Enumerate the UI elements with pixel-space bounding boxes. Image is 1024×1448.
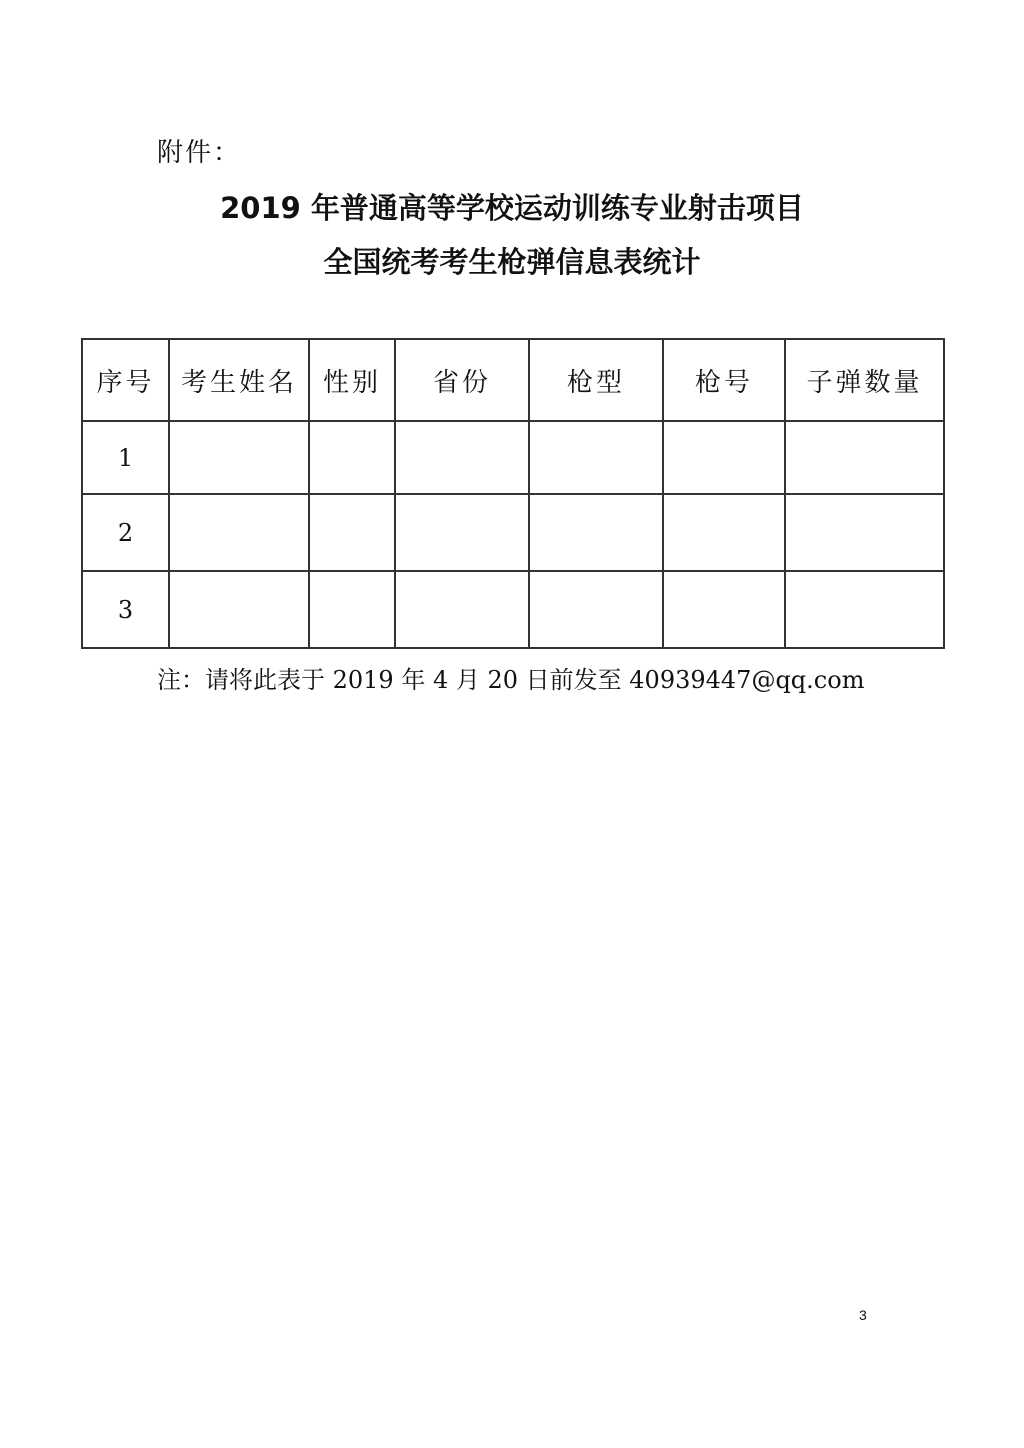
header-gun-number: 枪号 [663, 339, 785, 421]
cell-bullet-count [785, 571, 944, 648]
cell-bullet-count [785, 421, 944, 494]
header-bullet-count: 子弹数量 [785, 339, 944, 421]
header-province: 省份 [395, 339, 529, 421]
row-index: 2 [82, 494, 169, 571]
table-row [82, 571, 944, 648]
table-header-row [82, 339, 944, 421]
page-title-line-2: 全国统考考生枪弹信息表统计 [323, 245, 701, 279]
cell-gender [309, 571, 395, 648]
cell-gun-type [529, 571, 663, 648]
header-gun-type: 枪型 [529, 339, 663, 421]
cell-name [169, 494, 309, 571]
cell-name [169, 421, 309, 494]
header-index: 序号 [82, 339, 169, 421]
table-row [82, 494, 944, 571]
submission-note: 注：请将此表于 2019 年 4 月 20 日前发至 40939447@qq.com [157, 666, 865, 694]
header-gender: 性别 [309, 339, 395, 421]
cell-province [395, 494, 529, 571]
cell-bullet-count [785, 494, 944, 571]
cell-gun-number [663, 571, 785, 648]
cell-gender [309, 494, 395, 571]
cell-gun-number [663, 494, 785, 571]
page-number: 3 [859, 1307, 867, 1323]
cell-name [169, 571, 309, 648]
cell-gun-type [529, 494, 663, 571]
cell-province [395, 421, 529, 494]
row-index: 1 [82, 421, 169, 494]
cell-gun-number [663, 421, 785, 494]
row-index: 3 [82, 571, 169, 648]
header-name: 考生姓名 [169, 339, 309, 421]
attachment-label: 附件： [157, 138, 242, 168]
page-title-line-1: 2019 年普通高等学校运动训练专业射击项目 [220, 191, 804, 225]
info-table [81, 338, 945, 649]
cell-province [395, 571, 529, 648]
cell-gun-type [529, 421, 663, 494]
cell-gender [309, 421, 395, 494]
table-row [82, 421, 944, 494]
